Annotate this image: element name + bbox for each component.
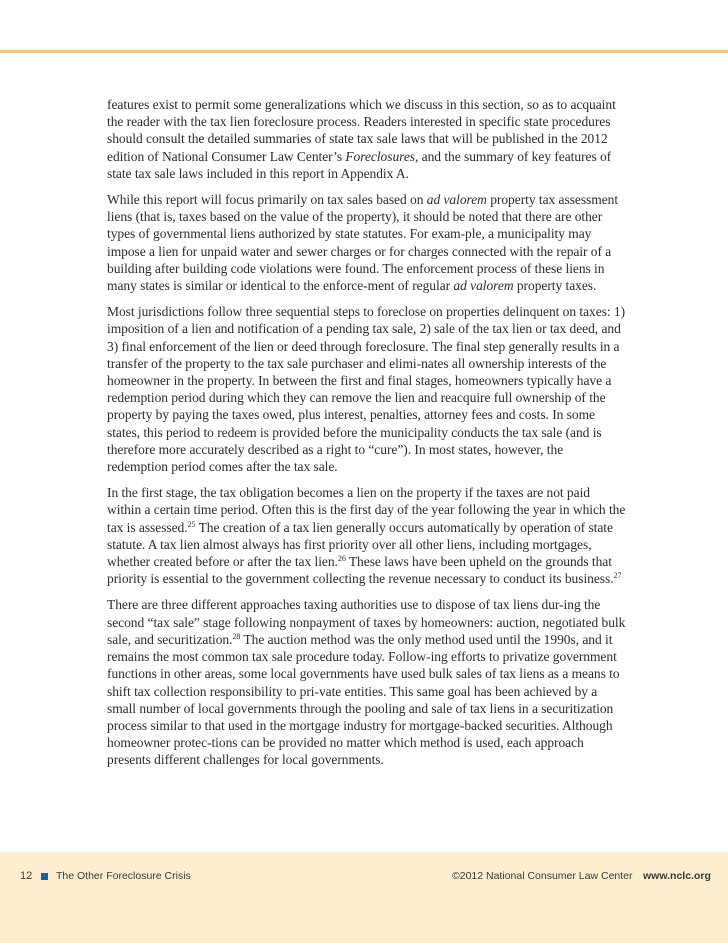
- text-run: Most jurisdictions follow three sequential steps to foreclose on properties delinquent on taxes: 1) imposition of a lien and notification of a pending tax sale, 2) sale of the tax lien or tax deed, and 3) final enforcement of the lien or deed through foreclosure. The final step generally results in a transfer of the property to the tax sale purchaser and elimi-nates all ownership interests of the homeowner in the property. In between the first and final stages, homeowners typically have a redemption period during which they can remove the lien and reacquire full ownership of the property by paying the taxes owed, plus interest, penalties, attorney fees and costs. In some states, this period to redeem is provided before the municipality conducts the tax sale (and is therefore more accurately described as a right to “cure”). In most states, however, the redemption period comes after the tax sale.: [107, 304, 626, 475]
- italic-text: ad valorem: [426, 192, 487, 208]
- footer: [0, 870, 728, 884]
- text-run: These laws have been upheld on the grounds that priority is essential to the government collecting the revenue necessary to conduct its business.: [107, 554, 614, 587]
- publication-title: The Other Foreclosure Crisis: [56, 870, 191, 882]
- text-run: , and the summary of key features of state tax sale laws included in this report in Appendix A.: [107, 148, 612, 181]
- copyright-notice: ©2012 National Consumer Law Center: [452, 870, 633, 882]
- paragraph: [107, 303, 627, 475]
- paragraph: [107, 596, 627, 768]
- footnote-ref: 28: [232, 631, 241, 641]
- text-run: The creation of a tax lien generally occurs automatically by operation of state statute. A tax lien almost always has first priority over all other liens, including mortgages, whether created before or after the tax lien.: [107, 519, 613, 570]
- paragraph: [107, 191, 627, 294]
- website-link[interactable]: www.nclc.org: [643, 870, 711, 882]
- text-run: The auction method was the only method used until the 1990s, and it remains the most common tax sale procedure today. Follow-ing efforts to privatize government functions in other areas, some local governments have used bulk sales of tax liens as a means to shift tax collection responsibility to pri-vate entities. This same goal has been achieved by a small number of local governments through the pooling and sale of tax liens in a securitization process similar to that used in the mortgage industry for mortgage-backed securities. Although homeowner protec-tions can be provided no matter which method is used, each approach presents different challenges for local governments.: [107, 631, 620, 768]
- body-text: [107, 96, 627, 778]
- header-rule: [0, 50, 728, 53]
- italic-text: ad valorem: [453, 278, 514, 294]
- text-run: property tax assessment liens (that is, taxes based on the value of the property), it should be noted that there are other types of governmental liens authorized by state statutes. For exam-ple, a municipality may impose a lien for unpaid water and sewer charges or for charges connected with the repair of a building after building code violations were found. The enforcement process of these liens in many states is similar or identical to the enforce-ment of regular: [107, 192, 619, 294]
- square-bullet-icon: [41, 873, 48, 880]
- paragraph: [107, 484, 627, 587]
- page-number: 12: [20, 870, 33, 882]
- text-run: property taxes.: [513, 278, 597, 294]
- paragraph: [107, 96, 627, 182]
- footnote-ref: 26: [337, 554, 346, 564]
- footnote-ref: 25: [187, 519, 196, 529]
- italic-text: Foreclosures: [345, 148, 415, 164]
- text-run: While this report will focus primarily on tax sales based on: [107, 192, 427, 208]
- text-run: In the first stage, the tax obligation becomes a lien on the property if the taxes are not paid within a certain time period. Often this is the first day of the year following the year in which the tax is assessed.: [107, 485, 626, 535]
- text-run: There are three different approaches taxing authorities use to dispose of tax liens dur-ing the second “tax sale” stage following nonpayment of taxes by homeowners: auction, negotiated bulk sale, and securitization.: [107, 597, 626, 647]
- footer-band: [0, 852, 728, 943]
- footnote-ref: 27: [613, 571, 622, 581]
- text-run: features exist to permit some generalizations which we discuss in this section, so as to acquaint the reader with the tax lien foreclosure process. Readers interested in specific state procedures should consult the detailed summaries of state tax sale laws that will be published in the 2012 edition of National Consumer Law Center’s: [107, 97, 616, 164]
